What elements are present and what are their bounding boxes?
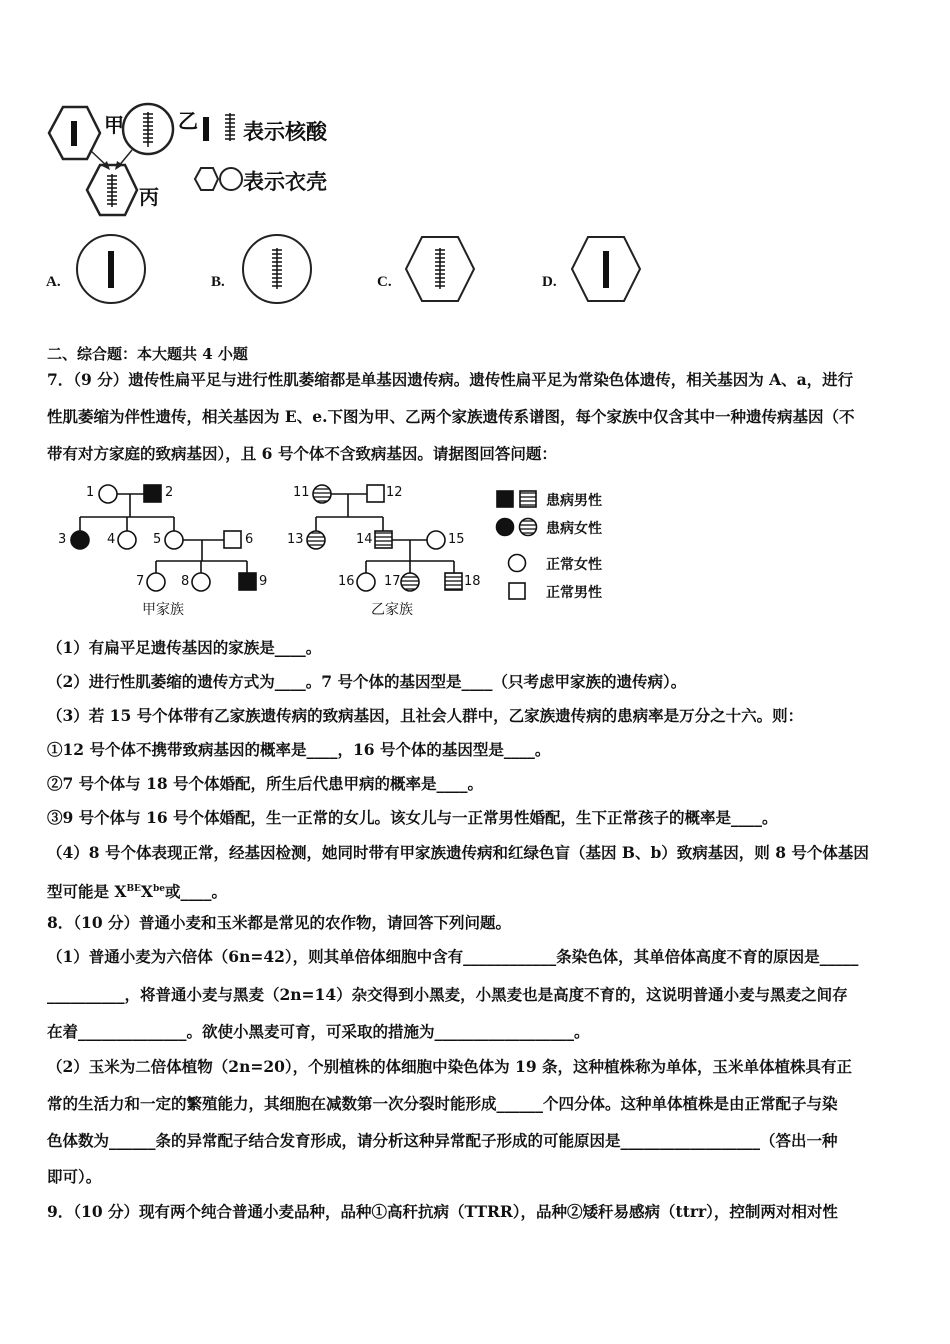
q8-line2: （1）普通小麦为六倍体（6n=42），则其单倍体细胞中含有____________条染色体，其单倍体高度不育的原因是_____ bbox=[47, 947, 859, 966]
q7-part3a: ①12 号个体不携带致病基因的概率是____，16 号个体的基因型是____。 bbox=[47, 740, 551, 759]
legend-ladder-nucleic bbox=[225, 113, 235, 141]
section-heading: 二、综合题：本大题共 4 小题 bbox=[47, 345, 248, 363]
legend-hexagon bbox=[195, 168, 218, 190]
option-c-figure bbox=[402, 231, 482, 311]
legend-open-square bbox=[509, 583, 525, 599]
q7-part4b-mid: X bbox=[140, 882, 153, 902]
legend-capsid-text: 表示衣壳 bbox=[243, 170, 327, 194]
jia-4 bbox=[118, 531, 136, 549]
yi-12 bbox=[367, 485, 384, 502]
jia-3 bbox=[71, 531, 89, 549]
jia-6 bbox=[224, 531, 241, 548]
num-11: 11 bbox=[293, 485, 310, 500]
q7-part4b bbox=[47, 879, 227, 902]
label-bing: 丙 bbox=[139, 185, 159, 209]
option-b-figure bbox=[239, 231, 319, 311]
option-a-label: A. bbox=[46, 274, 61, 290]
pedigree-figure bbox=[50, 475, 620, 625]
label-yi: 乙 bbox=[178, 109, 198, 133]
num-6: 6 bbox=[245, 532, 254, 547]
option-b-label: B. bbox=[211, 274, 225, 290]
num-7: 7 bbox=[136, 574, 145, 589]
legend-affected-male: 患病男性 bbox=[546, 493, 602, 509]
jia-9 bbox=[239, 573, 256, 590]
q7-line1: 7．（9 分）遗传性扁平足与进行性肌萎缩都是单基因遗传病。遗传性扁平足为常染色体遗传，相关基因为 A、a，进行 bbox=[47, 370, 854, 389]
yi-14 bbox=[375, 531, 392, 548]
virus-figure bbox=[40, 95, 360, 225]
option-d-figure bbox=[568, 231, 648, 311]
num-13: 13 bbox=[287, 532, 304, 547]
q7-part4b-pre: 型可能是 X bbox=[47, 882, 127, 902]
yi-17 bbox=[401, 573, 419, 591]
legend-normal-male: 正常男性 bbox=[546, 585, 602, 601]
q7-part3: （3）若 15 号个体带有乙家族遗传病的致病基因，且社会人群中，乙家族遗传病的患病率是万分之十六。则： bbox=[47, 706, 804, 725]
yi-family-title: 乙家族 bbox=[371, 602, 413, 618]
legend-nucleic-text: 表示核酸 bbox=[243, 120, 327, 144]
yi-18 bbox=[445, 573, 462, 590]
yi-15 bbox=[427, 531, 445, 549]
option-a-figure bbox=[73, 231, 153, 311]
q8-line4: 在着______________。欲使小黑麦可育，可采取的措施为__________________。 bbox=[47, 1022, 590, 1041]
jia-2 bbox=[144, 485, 161, 502]
num-14: 14 bbox=[356, 532, 373, 547]
jia-7 bbox=[147, 573, 165, 591]
jia-solid-nucleic bbox=[71, 121, 77, 146]
q8-line7: 色体数为______条的异常配子结合发育形成，请分析这种异常配子形成的可能原因是__________________（答出一种 bbox=[47, 1131, 838, 1150]
q7-part3b: ②7 号个体与 18 号个体婚配，所生后代患甲病的概率是____。 bbox=[47, 774, 484, 793]
yi-11 bbox=[313, 485, 331, 503]
num-15: 15 bbox=[448, 532, 465, 547]
num-18: 18 bbox=[464, 574, 481, 589]
legend-hatched-square bbox=[520, 491, 536, 507]
num-8: 8 bbox=[181, 574, 190, 589]
q8-line5: （2）玉米为二倍体植物（2n=20），个别植株的体细胞中染色体为 19 条，这种植株称为单体，玉米单体植株具有正 bbox=[47, 1057, 853, 1076]
option-c-label: C. bbox=[377, 274, 392, 290]
q7-part1: （1）有扁平足遗传基因的家族是____。 bbox=[47, 638, 322, 657]
num-3: 3 bbox=[58, 532, 67, 547]
num-2: 2 bbox=[165, 485, 174, 500]
jia-family-title: 甲家族 bbox=[142, 602, 184, 618]
q7-line3: 带有对方家庭的致病基因），且 6 号个体不含致病基因。请据图回答问题： bbox=[47, 444, 557, 463]
q8-line3: __________，将普通小麦与黑麦（2n=14）杂交得到小黑麦，小黑麦也是高度不育的，这说明普通小麦与黑麦之间存 bbox=[47, 985, 848, 1004]
q7-line2: 性肌萎缩为伴性遗传，相关基因为 E、e.下图为甲、乙两个家族遗传系谱图，每个家族中仅含其中一种遗传病基因（不 bbox=[47, 407, 855, 426]
num-5: 5 bbox=[153, 532, 162, 547]
q7-part2: （2）进行性肌萎缩的遗传方式为____。7 号个体的基因型是____（只考虑甲家族的遗传病）。 bbox=[47, 672, 687, 691]
yi-16 bbox=[357, 573, 375, 591]
num-9: 9 bbox=[259, 574, 268, 589]
jia-1 bbox=[99, 485, 117, 503]
legend-open-circle bbox=[509, 555, 526, 572]
jia-8 bbox=[192, 573, 210, 591]
legend-solid-square bbox=[497, 491, 513, 507]
label-jia: 甲 bbox=[104, 113, 124, 137]
q7-part4a: （4）8 号个体表现正常，经基因检测，她同时带有甲家族遗传病和红绿色盲（基因 B、b）致病基因，则 8 号个体基因 bbox=[47, 843, 869, 862]
num-4: 4 bbox=[107, 532, 116, 547]
legend-hatched-circle bbox=[520, 519, 537, 536]
jia-5 bbox=[165, 531, 183, 549]
legend-solid-circle bbox=[497, 519, 514, 536]
num-16: 16 bbox=[338, 574, 355, 589]
num-12: 12 bbox=[386, 485, 403, 500]
q8-line8: 即可）。 bbox=[47, 1167, 102, 1186]
q7-part4b-sup1: BE bbox=[126, 884, 141, 894]
bing-ladder-nucleic bbox=[107, 174, 117, 207]
yi-13 bbox=[307, 531, 325, 549]
q9-line1: 9．（10 分）现有两个纯合普通小麦品种，品种①高秆抗病（TTRR），品种②矮秆易感病（ttrr），控制两对相对性 bbox=[47, 1202, 838, 1221]
q8-line1: 8．（10 分）普通小麦和玉米都是常见的农作物，请回答下列问题。 bbox=[47, 913, 512, 932]
legend-solid-nucleic bbox=[203, 117, 209, 141]
virus-diagram bbox=[40, 95, 360, 225]
q7-part4b-post: 或____。 bbox=[164, 882, 227, 902]
q7-part3c: ③9 号个体与 16 号个体婚配，生一正常的女儿。该女儿与一正常男性婚配，生下正常孩子的概率是____。 bbox=[47, 808, 778, 827]
num-17: 17 bbox=[384, 574, 401, 589]
q8-line6: 常的生活力和一定的繁殖能力，其细胞在减数第一次分裂时能形成______个四分体。这种单体植株是由正常配子与染 bbox=[47, 1094, 838, 1113]
option-d-label: D. bbox=[542, 274, 557, 290]
legend-affected-female: 患病女性 bbox=[546, 521, 602, 537]
q7-part4b-sup2: be bbox=[152, 884, 165, 894]
yi-ladder-nucleic bbox=[143, 112, 153, 147]
legend-circle bbox=[220, 168, 242, 190]
num-1: 1 bbox=[86, 485, 95, 500]
legend-normal-female: 正常女性 bbox=[546, 557, 602, 573]
pedigree-svg bbox=[50, 475, 620, 625]
